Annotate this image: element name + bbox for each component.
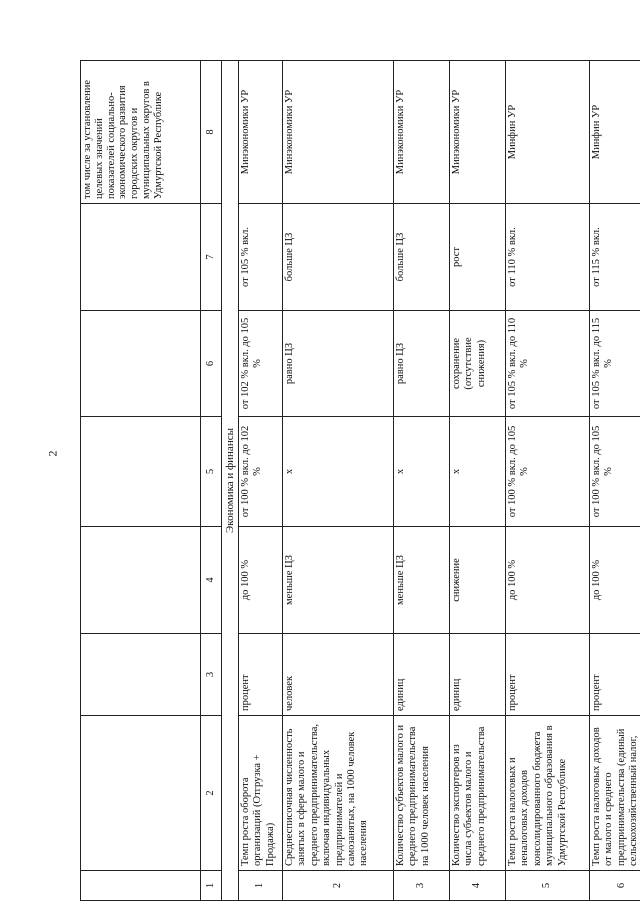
- value-cell: от 115 % вкл.: [590, 204, 640, 311]
- responsible-cell: Минфин УР: [506, 61, 590, 204]
- column-number: 2: [201, 716, 222, 871]
- header-cell-7: [81, 204, 201, 311]
- value-cell: равно ЦЗ: [394, 311, 450, 417]
- row-number: 5: [506, 871, 590, 901]
- column-number: 1: [201, 871, 222, 901]
- value-cell: от 105 % вкл. до 110 %: [506, 311, 590, 417]
- column-number: 7: [201, 204, 222, 311]
- header-cell-2: [81, 716, 201, 871]
- value-cell: равно ЦЗ: [283, 311, 394, 417]
- unit-cell: единиц: [450, 634, 506, 716]
- header-cell-8: том числе за установление целевых значений показателей социально-экономического развития городских округов и муниципальных округов в Удмуртской Республике: [81, 61, 201, 204]
- header-cell-3: [81, 634, 201, 716]
- row-number: 6: [590, 871, 640, 901]
- value-cell: x: [394, 417, 450, 527]
- value-cell: до 100 %: [506, 527, 590, 634]
- value-cell: x: [450, 417, 506, 527]
- responsible-cell: Минэкономики УР: [283, 61, 394, 204]
- header-cell-5: [81, 417, 201, 527]
- table-row: [506, 61, 590, 901]
- value-cell: от 100 % вкл. до 105 %: [506, 417, 590, 527]
- indicator-name: Темп роста налоговых и неналоговых доходов консолидированного бюджета муниципального образования в Удмуртской Республике: [506, 716, 590, 871]
- value-cell: рост: [450, 204, 506, 311]
- unit-cell: процент: [590, 634, 640, 716]
- value-cell: от 110 % вкл.: [506, 204, 590, 311]
- value-cell: меньше ЦЗ: [283, 527, 394, 634]
- page-number: 2: [45, 450, 60, 457]
- column-number-row: [201, 61, 222, 901]
- indicator-name: Темп роста оборота организаций (Отгрузка + Продажа): [239, 716, 283, 871]
- value-cell: от 100 % вкл. до 102 %: [239, 417, 283, 527]
- table-row: [239, 61, 283, 901]
- unit-cell: процент: [239, 634, 283, 716]
- indicator-name: Количество экспортеров из числа субъектов малого и среднего предпринимательства: [450, 716, 506, 871]
- header-cell-4: [81, 527, 201, 634]
- value-cell: сохранение (отсутствие снижения): [450, 311, 506, 417]
- column-number: 5: [201, 417, 222, 527]
- value-cell: от 105 % вкл. до 115 %: [590, 311, 640, 417]
- row-number: 4: [450, 871, 506, 901]
- row-number: 3: [394, 871, 450, 901]
- rotated-page: [0, 1, 640, 901]
- header-row: [81, 61, 201, 901]
- value-cell: от 102 % вкл. до 105 %: [239, 311, 283, 417]
- value-cell: до 100 %: [239, 527, 283, 634]
- indicator-name: Количество субъектов малого и среднего предпринимательства на 1000 человек населения: [394, 716, 450, 871]
- unit-cell: единиц: [394, 634, 450, 716]
- table-row: [394, 61, 450, 901]
- value-cell: до 100 %: [590, 527, 640, 634]
- value-cell: от 100 % вкл. до 105 %: [590, 417, 640, 527]
- table-row: [590, 61, 640, 901]
- responsible-cell: Минфин УР: [590, 61, 640, 204]
- responsible-cell: Минэкономики УР: [394, 61, 450, 204]
- value-cell: от 105 % вкл.: [239, 204, 283, 311]
- column-number: 4: [201, 527, 222, 634]
- header-cell-1: [81, 871, 201, 901]
- indicators-table: [80, 60, 640, 901]
- column-number: 8: [201, 61, 222, 204]
- table-row: [283, 61, 394, 901]
- unit-cell: процент: [506, 634, 590, 716]
- indicator-name: Темп роста налоговых доходов от малого и среднего предпринимательства (единый сельскохозяйственный налог,: [590, 716, 640, 871]
- row-number: 1: [239, 871, 283, 901]
- responsible-cell: Минэкономики УР: [450, 61, 506, 204]
- value-cell: больше ЦЗ: [394, 204, 450, 311]
- column-number: 6: [201, 311, 222, 417]
- table-row: [450, 61, 506, 901]
- section-title: Экономика и финансы: [222, 61, 239, 901]
- value-cell: снижение: [450, 527, 506, 634]
- value-cell: больше ЦЗ: [283, 204, 394, 311]
- section-row: [222, 61, 239, 901]
- header-cell-6: [81, 311, 201, 417]
- responsible-cell: Минэкономики УР: [239, 61, 283, 204]
- unit-cell: человек: [283, 634, 394, 716]
- value-cell: меньше ЦЗ: [394, 527, 450, 634]
- row-number: 2: [283, 871, 394, 901]
- value-cell: x: [283, 417, 394, 527]
- indicator-name: Среднесписочная численность занятых в сфере малого и среднего предпринимательства, включая индивидуальных предпринимателей и самозанятых, на 1000 человек населения: [283, 716, 394, 871]
- column-number: 3: [201, 634, 222, 716]
